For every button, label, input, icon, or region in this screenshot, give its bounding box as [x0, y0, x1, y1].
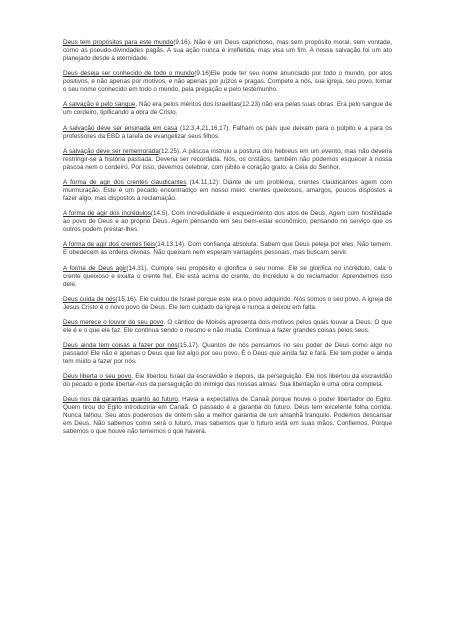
paragraph-body: (12.3,4,21,16,17). Falham os pais que deixam para o púlpito e a para os professores da EBD a tarefa de evangelizar seus filhos. [63, 124, 392, 140]
paragraph-heading: A forma de Deus agir [63, 264, 127, 272]
paragraph-body: . Ele libertou Israel da escravidão e depois, da perseguição. Ele nos libertou da escravidão do pecado e pode libertar-nos da perseguição do inimigo das nossas almas. Sua libertação é uma obra completa. [63, 373, 393, 389]
paragraph-heading: Deus liberta o seu povo [63, 373, 132, 381]
paragraph-11 [63, 342, 392, 366]
paragraph-heading: Deus ainda tem coisas a fazer por nós [63, 342, 178, 350]
paragraph-heading: A forma de agir dos incrédulos [63, 210, 151, 218]
paragraph-heading: A forma de agir dos crentes fiéis [63, 241, 156, 249]
paragraph-7 [63, 241, 392, 257]
paragraph-body: (14.11,12): Diante de um problema, crentes claudicantes agem com murmuração. Este é um pecado encontradiço em nosso meio: crentes queixosos, amargos, poucos dispostos a fazer algo, mas dispostos à reclamação. [63, 178, 392, 202]
paragraph-8 [63, 265, 392, 289]
paragraph-body: (9.16). Não é um Deus caprichoso, mas sem propósito moral, sem vontade, como as pseudo-divindades pagãs. A sua ação nunca é irrefletida, mas visa um fim. A nossa salvação foi um ato planejado desde a eternidade. [63, 39, 392, 62]
paragraph-0 [63, 39, 392, 63]
paragraph-5 [63, 179, 392, 203]
paragraph-13 [63, 396, 392, 436]
paragraph-6 [63, 210, 392, 234]
paragraph-2 [63, 101, 392, 117]
paragraph-body: (15.17). Quantos de nós pensamos no seu poder de Deus como algo no passado! Ele não é apenas o Deus que fez algo por seu povo. É o Deus que ainda faz e fará. Ele tem poder e ainda tem muito a fazer por nós. [63, 342, 392, 366]
paragraph-heading: A forma de agir dos crentes claudicantes [63, 178, 187, 186]
paragraph-heading: Deus tem propósitos para este mundo [63, 39, 174, 46]
paragraph-body: (9.16)Ele pode ter seu nome anunciado por todo o mundo, por atos positivos, e não apenas por motivos, e não apenas por juízos e pragas. Compete a nós, sua igreja, seu povo, tornar o seu nome conhecido em todo o mundo, pela pregação e pelo testemunho. [63, 70, 393, 94]
paragraph-body: . O cântico de Moisés apresenta dois motivos pelos quais louvar a Deus. O que ele é e o que ele faz. Ele continua sendo o mesmo e não muda. Continua a fazer grandes coisas pelos seus. [63, 318, 392, 334]
paragraph-heading: Deus cuida de nós [63, 295, 116, 303]
paragraph-body: (14.13,14). Com confiança absoluta. Sabem que Deus peleja por eles. Não temem. E obedecem às ordens divinas. Não queixam nem esperam vantagens pessoais, mas buscam servir. [63, 241, 392, 257]
paragraph-body: (12.25). A páscoa instruiu a postura dos hebreus em um evento, mas não deveria restringir-se à história passada. Deveria ser recordada. Nós, os cristãos, também não podemos esquecer à nossa páscoa nem o cordeiro. Por isso, devemos celebrar, com júbilo e coração grato, a Ceia do Senhor. [63, 147, 393, 171]
paragraph-10 [63, 319, 392, 335]
paragraph-heading: A salvação é pelo sangue [63, 101, 136, 109]
paragraph-body: (15.16). Ele cuidou de Israel porque este era o povo adquirido. Nós somos o seu povo. A igreja de Jesus Cristo é o novo povo de Deus. Ele tem cuidado da igreja e nunca a deixou em falta. [63, 295, 392, 311]
paragraph-body: (14.5). Com incredulidade e esquecimento dos atos de Deus. Agem com hostilidade ao povo de Deus e ao próprio Deus. Agem pensando em seu bem-estar econômico, pensando no serviço que os outros podem prestar-lhes. [63, 210, 392, 234]
paragraph-9 [63, 296, 392, 312]
paragraph-3 [63, 125, 392, 141]
paragraph-1 [63, 70, 392, 94]
paragraph-4 [63, 148, 392, 172]
paragraph-heading: A salvação deve ser rememorada [63, 147, 159, 155]
paragraph-body: . Não era pelos méritos dos israelitas(12.23) não era pelas suas obras. Era pelo sangue de um cordeiro, tipificando a obra de Cristo. [63, 101, 392, 117]
paragraph-heading: Deus deseja ser conhecido de todo o mundo [63, 70, 195, 78]
paragraph-body: (14.31). Cumpre seu propósito e glorifica o seu nome. Ele se glorifica no incrédulo, cala o crente queixoso e exalta o crente fiel. Ele está acima do crente, do incrédulo e do reclamador. Aprendemos isso dele. [63, 264, 392, 288]
paragraph-12 [63, 373, 392, 389]
paragraph-heading: Deus nos dá garantias quanto ao futuro [63, 396, 178, 404]
paragraph-heading: A salvação deve ser ensinada em casa [63, 124, 178, 132]
paragraph-heading: Deus merece o louvor do seu povo [63, 318, 164, 326]
paragraph-body: . Havia a expectativa de Canaã porque houve o poder libertador do Egito. Quem tirou do Egito introduziria em Canaã. O passado é a garantia do futuro. Deus tem excelente folha corrida. Nunca falhou. Seu atos poderosos de ontem são a melhor garantia de um amanhã tranquilo. Podemos descansar em Deus. Não sabemos como será o futuro, mas sabemos que o futuro está em suas mãos. Confiemos. Porque sabemos o que houve não tememos o que haverá. [63, 396, 392, 436]
